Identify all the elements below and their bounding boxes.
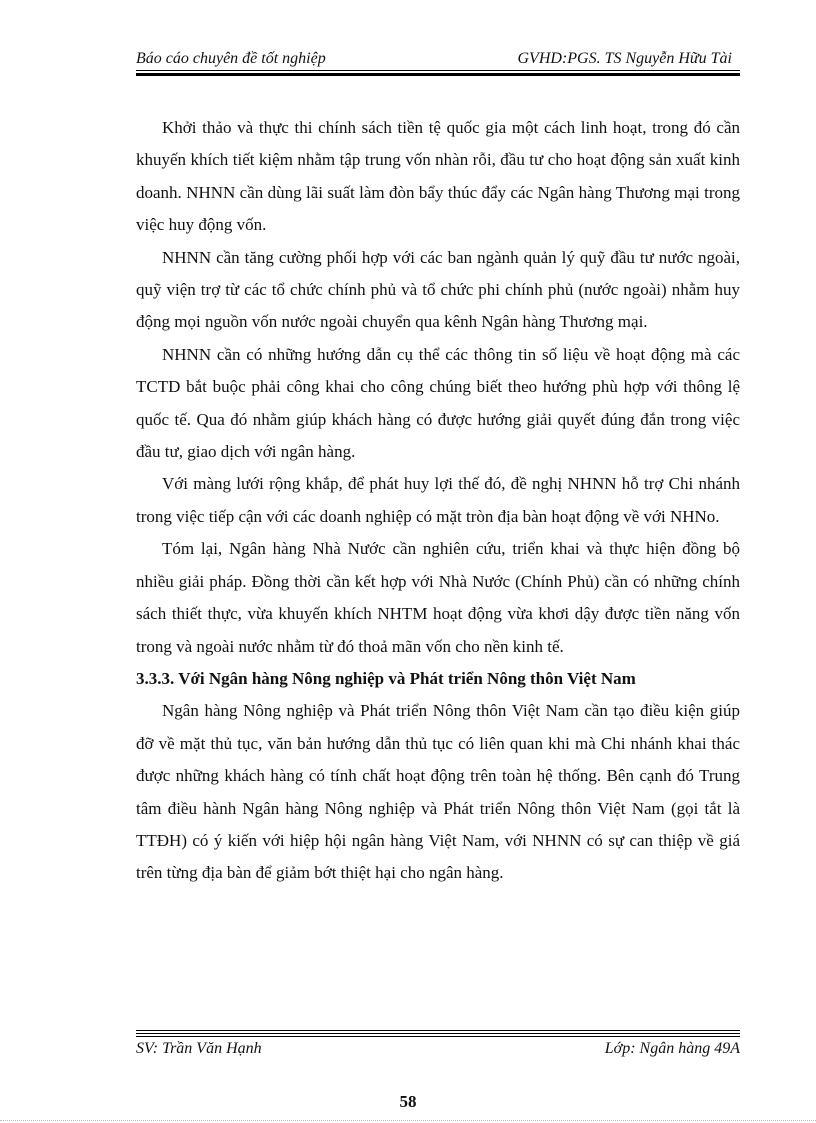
footer-rule	[136, 1036, 740, 1037]
page-number: 58	[399, 1092, 417, 1111]
section-heading: 3.3.3. Với Ngân hàng Nông nghiệp và Phát triển Nông thôn Việt Nam	[136, 668, 636, 688]
footer-class: Lớp: Ngân hàng 49A	[604, 1040, 740, 1057]
footer-student: SV: Trần Văn Hạnh	[136, 1040, 262, 1057]
paragraph: Tóm lại, Ngân hàng Nhà Nước cần nghiên cứu, triển khai và thực hiện đồng bộ nhiều giải pháp. Đồng thời cần kết hợp với Nhà Nước (Chính Phủ) cần có những chính sách thiết thực, vừa khuyến khích NHTM hoạt động vừa khơi dậy được tiền năng vốn trong và ngoài nước nhằm từ đó thoả mãn vốn cho nền kinh tế.	[136, 539, 740, 656]
paragraph: NHNN cần tăng cường phối hợp với các ban ngành quản lý quỹ đầu tư nước ngoài, quỹ viện trợ từ các tổ chức chính phủ và tổ chức phi chính phủ (nước ngoài) nhằm huy động mọi nguồn vốn nước ngoài chuyển qua kênh Ngân hàng Thương mại.	[136, 247, 740, 332]
footer-rule	[136, 1033, 740, 1034]
page-footer	[136, 1040, 740, 1062]
paragraph: Khởi thảo và thực thi chính sách tiền tệ quốc gia một cách linh hoạt, trong đó cần khuyến khích tiết kiệm nhằm tập trung vốn nhàn rỗi, đầu tư cho hoạt động sản xuất kinh doanh. NHNN cần dùng lãi suất làm đòn bẩy thúc đẩy các Ngân hàng Thương mại trong việc huy động vốn.	[136, 118, 740, 235]
section-paragraph: Ngân hàng Nông nghiệp và Phát triển Nông thôn Việt Nam cần tạo điều kiện giúp đỡ về mặt thủ tục, văn bản hướng dẫn thủ tục có liên quan khi mà Chi nhánh khai thác được những khách hàng có tính chất hoạt động trên toàn hệ thống. Bên cạnh đó Trung tâm điều hành Ngân hàng Nông nghiệp và Phát triển Nông thôn Việt Nam (gọi tắt là TTĐH) có ý kiến với hiệp hội ngân hàng Việt Nam, với NHNN có sự can thiệp về giá trên từng địa bàn để giảm bớt thiệt hại cho ngân hàng.	[136, 701, 740, 883]
footer-rule	[136, 1030, 740, 1031]
header-rule-thin	[136, 70, 740, 71]
header-rule-thick	[136, 73, 740, 76]
page-header	[136, 48, 740, 70]
header-report-title: Báo cáo chuyên đề tốt nghiệp	[136, 50, 326, 67]
paragraph: NHNN cần có những hướng dẫn cụ thể các thông tin số liệu về hoạt động mà các TCTD bắt buộc phải công khai cho công chúng biết theo hướng phù hợp với thông lệ quốc tế. Qua đó nhằm giúp khách hàng có được hướng giải quyết đúng đắn trong việc đầu tư, giao dịch với ngân hàng.	[136, 344, 740, 462]
page-bottom-dotted-line	[0, 1120, 816, 1121]
header-supervisor: GVHD:PGS. TS Nguyễn Hữu Tài	[517, 50, 732, 67]
page-body	[136, 112, 740, 890]
paragraph: Với màng lưới rộng khắp, để phát huy lợi thế đó, đề nghị NHNN hỗ trợ Chi nhánh trong việc tiếp cận với các doanh nghiệp có mặt tròn địa bàn hoạt động về với NHNo.	[136, 474, 740, 526]
